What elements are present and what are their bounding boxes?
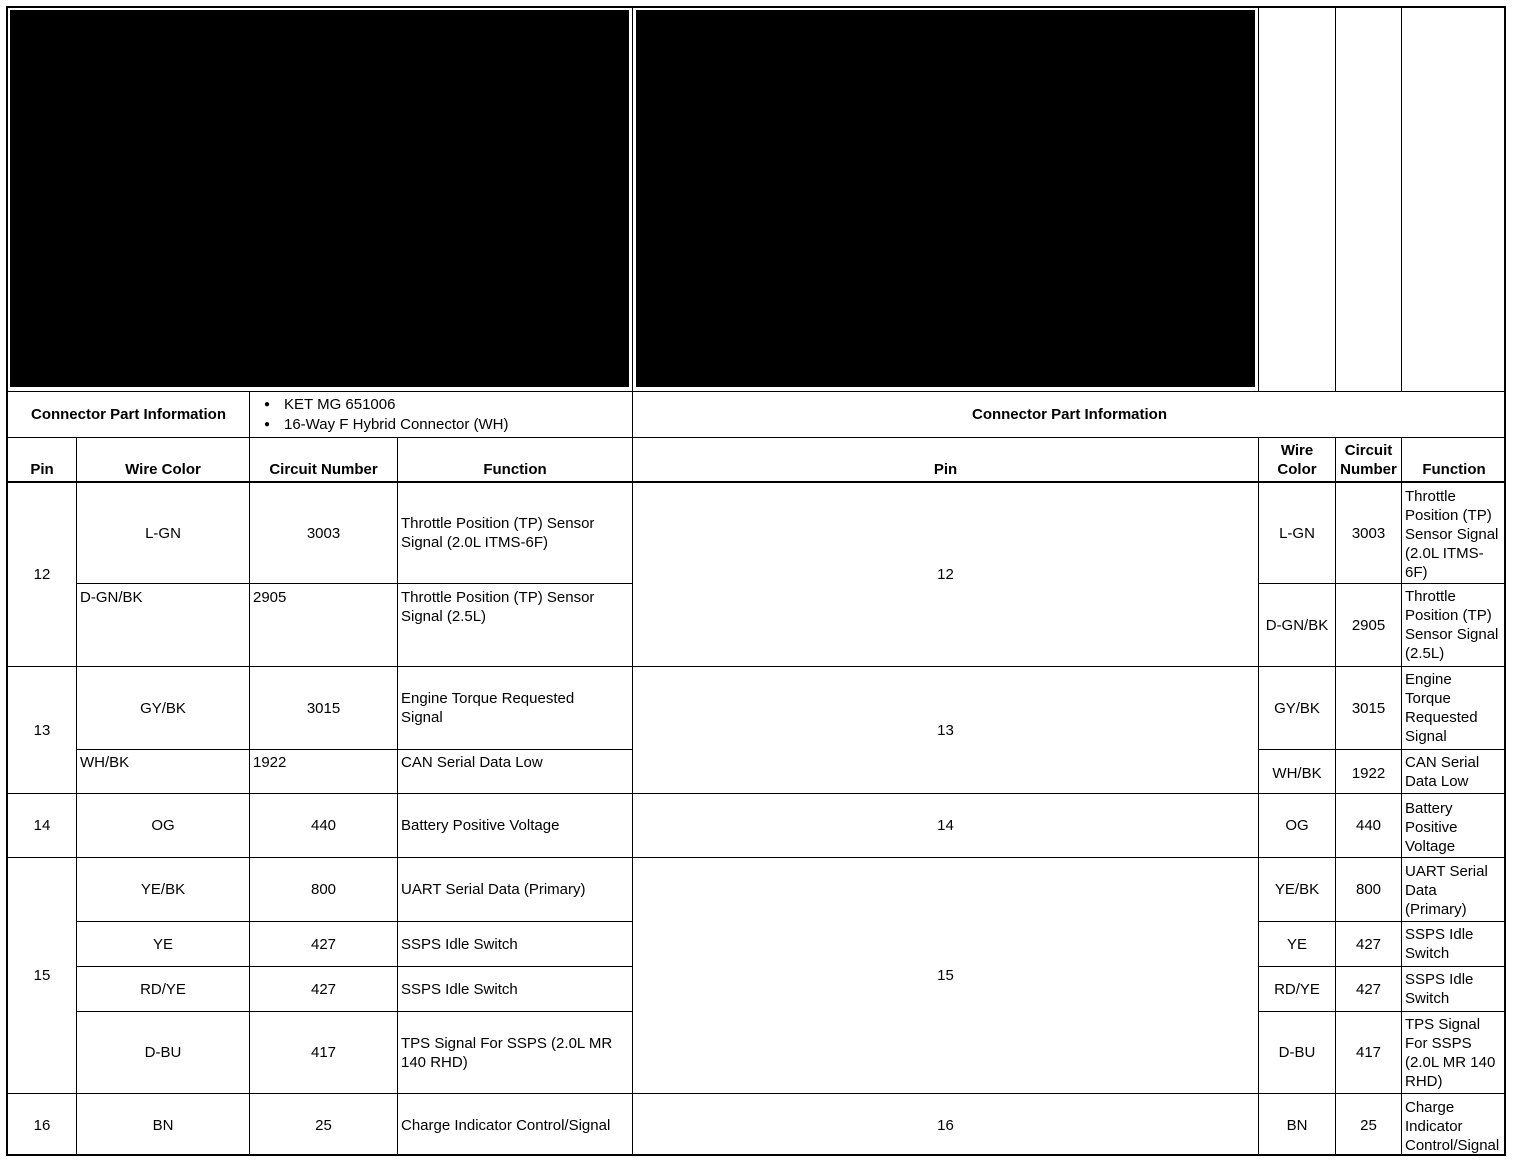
header-wire-color: Wire Color [125,461,201,478]
header-circuit-number-right [1336,438,1401,481]
pin-cell: 12 [33,566,51,583]
header-circuit-line2: Number [1340,461,1397,478]
circuit-cell: 440 [310,817,337,834]
circuit-cell: 3015 [306,699,341,717]
header-function: Function [483,461,547,478]
pin-cell-right: 13 [937,721,954,739]
connector-part-info-values [250,392,632,437]
circuit-cell-right: 427 [1355,935,1382,953]
circuit-cell-right: 2905 [1351,616,1386,634]
pin-cell: 16 [33,1116,51,1134]
circuit-cell: 417 [310,1044,337,1061]
pin-cell-right: 12 [937,566,954,583]
connector-image-right [636,10,1255,387]
function-cell-right: Charge Indicator Control/Signal [1405,1099,1500,1154]
function-cell: Engine Torque Requested Signal [401,690,575,726]
circuit-cell-right: 1922 [1351,765,1386,782]
circuit-cell-right: 440 [1355,817,1382,834]
grid-line [1401,8,1402,392]
header-circuit-number: Circuit Number [269,461,378,478]
wire-color-cell-right: D-GN/BK [1265,616,1329,634]
function-cell: Throttle Position (TP) Sensor Signal (2.0L ITMS-6F) [401,515,595,551]
connector-info-item: ● KET MG 651006 [250,395,509,415]
wire-color-cell: OG [151,817,175,834]
function-cell: SSPS Idle Switch [401,980,518,998]
connector-image-left [10,10,629,387]
circuit-cell: 1922 [253,754,287,771]
pin-cell: 14 [33,817,51,834]
header-circuit-line1: Circuit [1344,442,1393,459]
circuit-cell: 427 [310,935,337,953]
wire-color-cell: D-BU [144,1044,182,1061]
wire-color-cell: BN [152,1116,174,1134]
wire-color-cell-right: L-GN [1279,524,1315,542]
circuit-cell: 3003 [306,524,341,542]
circuit-cell-right: 427 [1355,980,1382,998]
wire-color-cell: GY/BK [140,699,186,717]
function-cell-right: SSPS Idle Switch [1405,971,1474,1007]
circuit-cell: 800 [310,881,337,898]
wire-color-cell: L-GN [145,524,181,542]
pin-cell-right: 14 [937,817,954,834]
wire-color-cell: WH/BK [80,754,130,771]
circuit-cell-right: 800 [1355,881,1382,898]
wire-color-cell-right: WH/BK [1272,765,1322,782]
wire-color-cell: YE/BK [140,881,186,898]
grid-line [1258,8,1259,392]
function-cell-right: Engine Torque Requested Signal [1405,671,1478,745]
wire-color-cell-right: YE/BK [1274,881,1320,898]
function-cell-right: CAN Serial Data Low [1405,754,1480,790]
circuit-cell-right: 3015 [1351,699,1386,717]
circuit-cell-right: 25 [1360,1116,1377,1134]
connector-info-item: ● 16-Way F Hybrid Connector (WH) [250,415,509,435]
function-cell-right: UART Serial Data (Primary) [1405,863,1488,918]
function-cell-right: TPS Signal For SSPS (2.0L MR 140 RHD) [1405,1016,1496,1090]
function-cell: Charge Indicator Control/Signal [401,1116,611,1134]
header-pin-right: Pin [933,461,958,478]
pin-cell-right: 15 [937,967,954,984]
header-function-right: Function [1422,461,1486,478]
wire-color-cell-right: OG [1285,817,1309,834]
wire-color-cell: YE [152,935,173,953]
header-wire-color-line2: Color [1277,461,1317,478]
wire-color-cell-right: GY/BK [1274,699,1320,717]
function-cell: Battery Positive Voltage [401,817,560,834]
pin-cell: 13 [33,721,51,739]
circuit-cell: 427 [310,980,337,998]
function-cell: SSPS Idle Switch [401,935,518,953]
header-wire-color-line1: Wire [1280,442,1314,459]
wire-color-cell: RD/YE [140,980,186,998]
wire-color-cell-right: YE [1286,935,1307,953]
wire-color-cell-right: RD/YE [1274,980,1320,998]
function-cell-right: Throttle Position (TP) Sensor Signal (2.5L) [1405,588,1499,662]
function-cell: UART Serial Data (Primary) [401,881,586,898]
connector-part-info-label: Connector Part Information [30,406,226,423]
circuit-cell: 2905 [253,589,287,606]
pin-cell: 15 [33,967,51,984]
header-wire-color-right [1259,438,1335,481]
pin-cell-right: 16 [937,1116,954,1134]
wire-color-cell: D-GN/BK [80,589,143,606]
circuit-cell-right: 3003 [1351,524,1386,542]
circuit-cell: 25 [315,1116,332,1134]
connector-part-info-label-right: Connector Part Information [971,406,1167,423]
function-cell: TPS Signal For SSPS (2.0L MR 140 RHD) [401,1034,613,1071]
function-cell-right: Battery Positive Voltage [1405,800,1458,855]
function-cell: Throttle Position (TP) Sensor Signal (2.5L) [401,589,595,625]
wire-color-cell-right: BN [1286,1116,1308,1134]
function-cell-right: SSPS Idle Switch [1405,926,1474,962]
function-cell: CAN Serial Data Low [401,754,543,771]
header-pin: Pin [30,461,54,478]
function-cell-right: Throttle Position (TP) Sensor Signal (2.0L ITMS-6F) [1405,488,1499,581]
grid-line [1335,8,1336,392]
circuit-cell-right: 417 [1355,1044,1382,1061]
wire-color-cell-right: D-BU [1278,1044,1316,1061]
